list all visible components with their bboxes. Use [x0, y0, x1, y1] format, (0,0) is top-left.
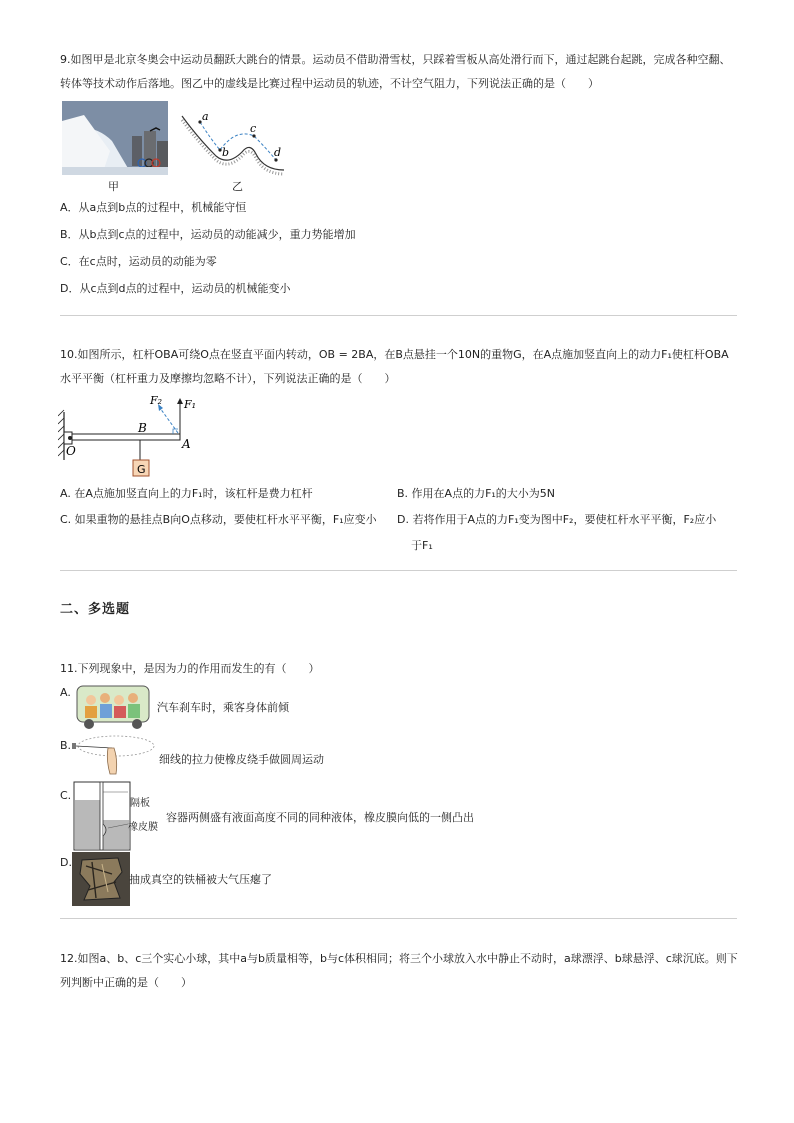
q11-stem: 11.下列现象中，是因为力的作用而发生的有（ ） [60, 662, 320, 675]
bus-drawing [73, 680, 153, 732]
pt-a: a [202, 110, 209, 123]
label-xiangpimo: 橡皮膜 [128, 822, 158, 833]
label-O: O [66, 444, 76, 458]
q10-option-d-cont: 于F₁ [411, 539, 433, 552]
label-geban: 隔板 [130, 798, 150, 809]
ski-jump-photo [62, 101, 168, 175]
q12-line2: 列判断中正确的是（ ） [60, 976, 192, 989]
pt-d: d [274, 146, 282, 159]
lever-diagram [58, 392, 198, 484]
barrel-drawing [72, 852, 130, 906]
q12-line1: 12.如图a、b、c三个实心小球，其中a与b质量相等，b与c体积相同；将三个小球放入水中静止不动时，a球漂浮、b球悬浮、c球沉底。则下 [60, 952, 738, 965]
q11-option-a-label[interactable]: A. [60, 686, 71, 699]
q10-line1: 10.如图所示，杠杆OBA可绕O点在竖直平面内转动，OB = 2BA，在B点悬挂一个10N的重物G，在A点施加竖直向上的动力F₁使杠杆OBA [60, 348, 729, 361]
q11-option-b-text: 细线的拉力使橡皮绕手做圆周运动 [159, 753, 324, 766]
label-B: B [138, 421, 147, 435]
q11-option-d-text: 抽成真空的铁桶被大气压瘪了 [129, 873, 272, 886]
q9-stem [60, 48, 750, 96]
divider [60, 315, 737, 316]
trajectory-diagram [176, 108, 288, 188]
label-G: G [137, 463, 146, 476]
pt-c: c [250, 122, 257, 135]
q9-option-b[interactable]: B．从b点到c点的过程中，运动员的动能减少，重力势能增加 [60, 228, 356, 241]
q10-stem [60, 343, 750, 391]
q9-line2: 转体等技术动作后落地。图乙中的虚线是比赛过程中运动员的轨迹，不计空气阻力，下列说法正确的是（ ） [60, 77, 599, 90]
q10-option-b[interactable]: B. 作用在A点的力F₁的大小为5N [397, 487, 556, 500]
q10-option-a[interactable]: A. 在A点施加竖直向上的力F₁时，该杠杆是费力杠杆 [60, 487, 313, 500]
q11-option-a-text: 汽车刹车时，乘客身体前倾 [157, 701, 289, 714]
section-title: 二、多选题 [60, 602, 131, 617]
crushed-barrel-image [72, 852, 130, 906]
q9-option-a[interactable]: A．从a点到b点的过程中，机械能守恒 [60, 201, 247, 214]
q10-option-d[interactable]: D. 若将作用于A点的力F₁变为图中F₂，要使杠杆水平平衡，F₂应小 [397, 513, 717, 526]
q9-option-c[interactable]: C．在c点时，运动员的动能为零 [60, 255, 217, 268]
label-F1: F₁ [184, 398, 197, 411]
q12-stem [60, 947, 750, 995]
q11-option-c-text: 容器两侧盛有液面高度不同的同种液体，橡皮膜向低的一侧凸出 [166, 811, 474, 824]
q11-option-d-label[interactable]: D. [60, 856, 72, 869]
ski-jump-photo-drawing [62, 101, 168, 175]
divider [60, 570, 737, 571]
q10-option-c[interactable]: C. 如果重物的悬挂点B向O点移动，要使杠杆水平平衡，F₁应变小 [60, 513, 377, 526]
bus-braking-image [73, 680, 153, 732]
container-membrane-image [72, 780, 132, 852]
label-A: A [182, 437, 191, 451]
circular-motion-image [72, 734, 156, 778]
q11-option-b-label[interactable]: B. [60, 739, 72, 752]
q9-option-d[interactable]: D．从c点到d点的过程中，运动员的机械能变小 [60, 282, 291, 295]
fig-yi-label: 乙 [232, 180, 243, 193]
q9-line1: 9.如图甲是北京冬奥会中运动员翻跃大跳台的情景。运动员不借助滑雪杖，只踩着雪板从高处滑行而下，通过起跳台起跳，完成各种空翻、 [60, 53, 731, 66]
pt-b: b [222, 146, 230, 159]
q11-option-c-label[interactable]: C. [60, 789, 72, 802]
q10-line2: 水平平衡（杠杆重力及摩擦均忽略不计），下列说法正确的是（ ） [60, 372, 396, 385]
fig-jia-label: 甲 [108, 180, 119, 193]
divider [60, 918, 737, 919]
label-F2: F₂ [150, 394, 163, 407]
